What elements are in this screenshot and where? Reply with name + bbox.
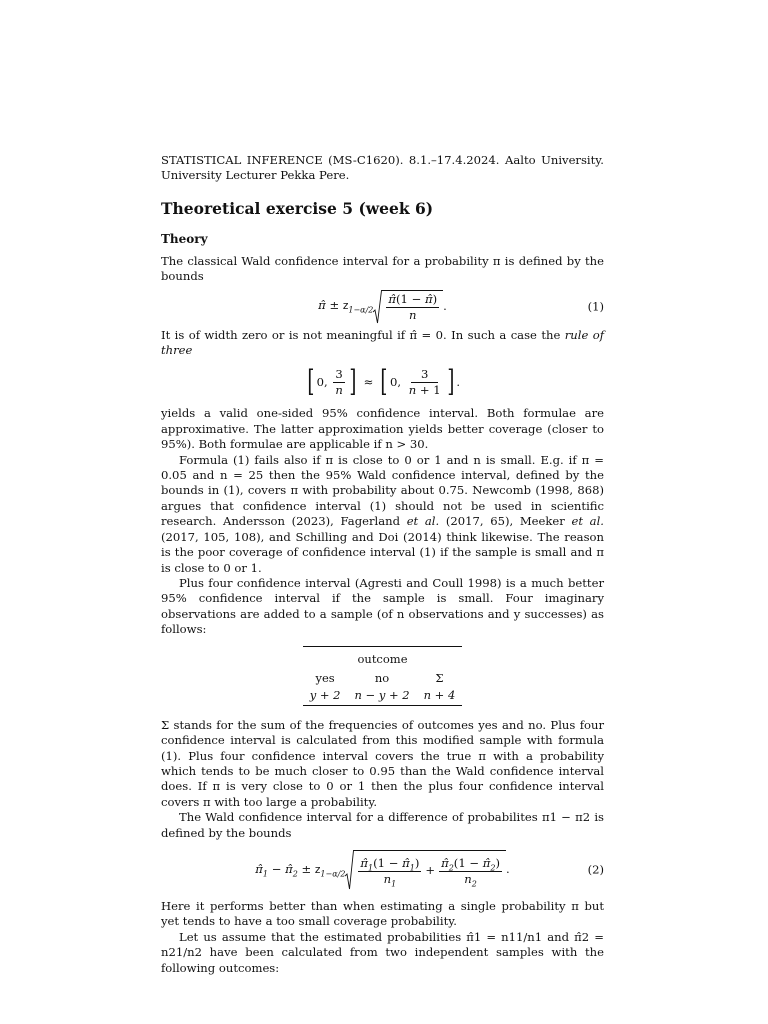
table-cell: n + 4 — [417, 687, 463, 705]
paragraph-plus-four: Plus four confidence interval (Agresti and Coull 1998) is a much better 95% confidence interval if the sample is small. Four imaginary observations are added to a sample (of n observations and y successes) as follows: — [161, 575, 604, 637]
paragraph-formula-fails: Formula (1) fails also if π is close to 0 or 1 and n is small. E.g. if π = 0.05 and n = 25 then the 95% Wald confidence interval, defined by the bounds in (1), covers π with probability about 0.75. Newcomb (1998, 868) argues that confidence interval (1) should not be used in scientific research. Andersson (2023), Fagerland et al. (2017, 65), Meeker et al. (2017, 105, 108), and Schilling and Doi (2014) think likewise. The reason is the poor coverage of confidence interval (1) if the sample is small and π is close to 0 or 1. — [161, 452, 604, 575]
paragraph-wald-intro: The classical Wald confidence interval for a probability π is defined by the bounds — [161, 253, 604, 284]
equation-number-2: (2) — [587, 862, 604, 877]
sqrt-symbol: $\frac{\pî_1(1 - \pî_1)}{n_1}$ + $\frac{\pî_2(1 - \pî_2)}{n_2}$ — [345, 850, 506, 890]
course-header: STATISTICAL INFERENCE (MS-C1620). 8.1.–17.4.2024. Aalto University. University Lecturer Pekka Pere. — [161, 153, 604, 183]
paragraph-sigma-explanation: Σ stands for the sum of the frequencies of outcomes yes and no. Plus four confidence interval is calculated from this modified sample with formula (1). Plus four confidence interval covers the true π with a probability which tends to be much closer to 0.95 than the Wald confidence interval does. If π is very close to 0 or 1 then the plus four confidence interval covers π with too large a probability. — [161, 717, 604, 809]
paragraph-assumption: Let us assume that the estimated probabilities π̂1 = n11/n1 and π̂2 = n21/n2 have been calculated from two independent samples with the following outcomes: — [161, 929, 604, 975]
page-title: Theoretical exercise 5 (week 6) — [161, 198, 434, 218]
sqrt-symbol: $\frac{\pî(1 - \pî)}{n}$ — [373, 290, 443, 324]
section-heading-theory: Theory — [161, 231, 208, 246]
page — [161, 153, 604, 976]
equation-2: $\pî_1$ − $\pî_2 \pm z_{1-\alpha/2}$ $\frac{\pî_1(1 - \pî_1)}{n_1}$ + $\frac{\pî_2(1 - \pî_2)}{n_2}$ . (2) — [161, 841, 604, 899]
equation-number-1: (1) — [587, 298, 604, 313]
table-header: no — [374, 670, 390, 685]
equation-rule-of-three: [ 0, $\frac{3}{n}$ ] ≈ [ 0, $\frac{3}{n + 1}$ ] . — [307, 364, 461, 400]
table-header: Σ — [435, 670, 444, 685]
table-cell: n − y + 2 — [347, 687, 416, 705]
table-header: yes — [315, 670, 335, 685]
paragraph-valid-interval: yields a valid one-sided 95% confidence interval. Both formulae are approximative. The latter approximation yields better coverage (closer to 95%). Both formulae are applicable if n > 30. — [161, 406, 604, 452]
paragraph-rule-of-three-intro: It is of width zero or is not meaningful if π̂ = 0. In such a case the rule of three — [161, 327, 604, 358]
table-cell: y + 2 — [303, 687, 348, 705]
equation-1: π̂ ± $z_{1-\alpha/2}$ $\frac{\pî(1 - \pî)}{n}$ . (1) — [161, 286, 604, 328]
table-caption: outcome — [303, 646, 463, 668]
paragraph-performance: Here it performs better than when estimating a single probability π but yet tends to have a too small coverage probability. — [161, 899, 604, 929]
paragraph-difference-intro: The Wald confidence interval for a difference of probabilites π1 − π2 is defined by the bounds — [161, 810, 604, 840]
outcome-table — [303, 646, 463, 706]
